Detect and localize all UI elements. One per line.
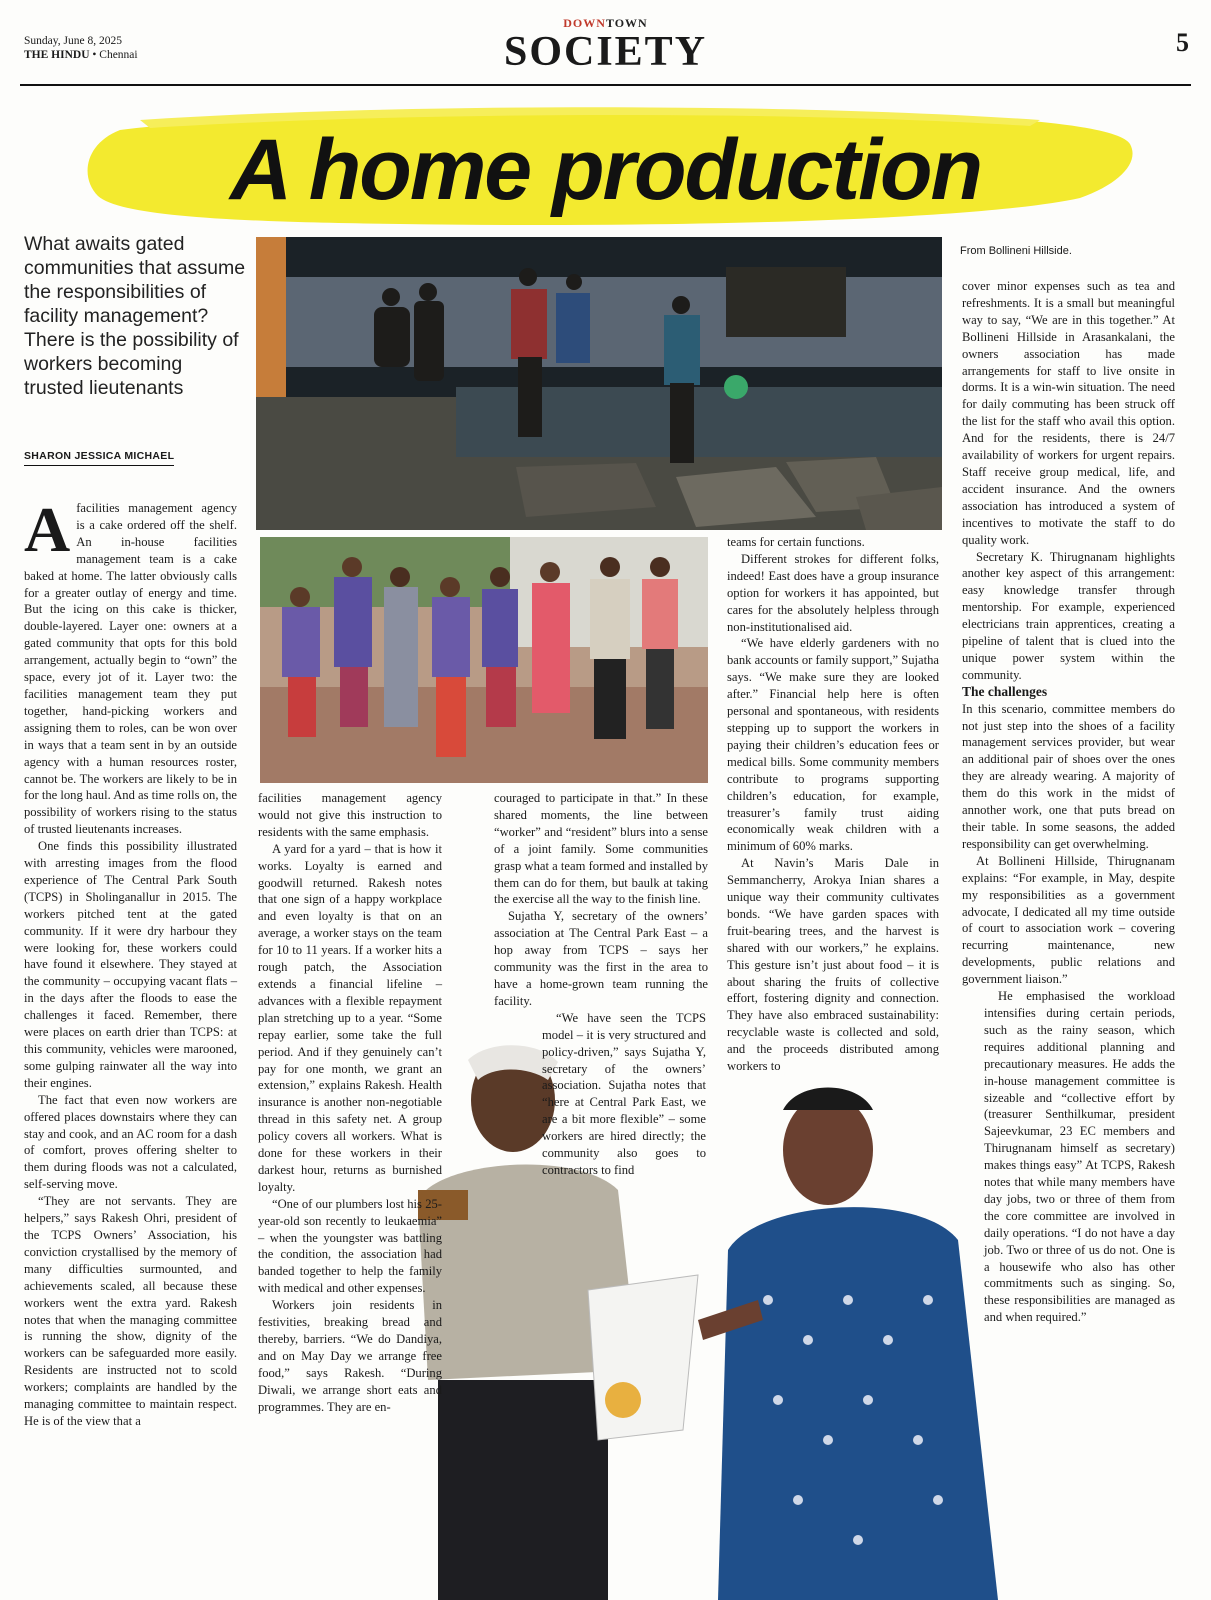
article-paragraph: The fact that even now workers are offered places downstairs where they can stay and cook, and an AC room for a dash of comfort, proves offering shelter to them during floods was not a calculated, self-serving move. [24, 1092, 237, 1192]
city-name: Chennai [99, 49, 138, 61]
edition-date: Sunday, June 8, 2025 [24, 35, 122, 47]
photo-pillar-left [256, 237, 286, 407]
deck: What awaits gated communities that assume the responsibilities of facility management? There is the possibility of workers becoming trusted lieutenants [24, 233, 246, 399]
article-column-3 [494, 790, 708, 1179]
article-column-5 [962, 278, 1175, 1326]
section-name: SOCIETY [503, 29, 708, 75]
article-paragraph: “We have elderly gardeners with no bank accounts or family support,” Sujatha says. “We make sure they are looked after.” Financial help here is often personal and spontaneous, with residents stepping up to support the workers in paying their children’s education fees or medical bills. Some community members contribute to programs supporting children’s education, for example, treasurer’s family trust aiding economically weak children with a minimum of 60% marks. [727, 636, 939, 854]
kicker-town: TOWN [605, 16, 648, 30]
drop-cap: A [24, 494, 71, 565]
article-paragraph: At Navin’s Maris Dale in Semmancherry, Arokya Inian shares a unique way their community cultivates bonds. “We have garden spaces with fruit-bearing trees, and the harvest is shared with our workers,” he explains. This gesture isn’t just about food – it is about sharing the fruits of collective effort, fostering dignity and connection. They have also embraced sustainability: recyclable waste is collected and sold, and the proceeds distributed among workers to [727, 856, 939, 1074]
article-paragraph: teams for certain functions. [727, 535, 865, 549]
article-paragraph: He emphasised the workload intensifies during certain periods, such as the rainy season, which requires additional planning and precautionary measures. He adds the in-house management committee is sizeable and “collective effort by (treasurer Senthilkumar, president Sajeevkumar, 23 EC members and Thirugnanam himself as secretary) makes things easy” At TCPS, Rakesh notes that while many members have day jobs, two or three of them from the core committee are involved in daily operations. “I do not have a day job. Two or three of us do not. One is a housewife who also has other commitments such as singing. So, these responsibilities are managed as and when required.” [984, 989, 1175, 1325]
article-paragraph: Sujatha Y, secretary of the owners’ association at The Central Park East – a hop away from TCPS – says her community was the first in the area to have a home-grown team running the facility. [494, 909, 708, 1008]
subhead: The challenges [962, 683, 1048, 699]
article-paragraph: Workers join residents in festivities, breaking bread and thereby, barriers. “We do Dandiya, and on May Day we arrange free food,” says Rakesh. “During Diwali, we arrange short eats and programmes. They are en- [258, 1298, 442, 1414]
page-number: 5 [1176, 28, 1189, 57]
article-paragraph: One finds this possibility illustrated with arresting images from the flood experience of The Central Park South (TCPS) in Sholinganallur in 2015. The workers pitched tent at the gated community. If it were dry harbour they were looking for, these workers could have found it elsewhere. They stayed at the community – occupying vacant flats – in the days after the floods to ease the challenges it faced. Remember, there were places on earth drier than TCPS: at this community, vehicles were marooned, some gulping rainwater all the way into their engines. [24, 839, 237, 1090]
article-paragraph: In this scenario, committee members do not just step into the shoes of a facility management services provider, but wear an additional pair of shoes over the ones they are already wearing. A majority of them do this work in the midst of annother work, one that puts bread on their table. In some seasons, the added responsibility can get overwhelming. [962, 701, 1175, 851]
article-column-4 [727, 534, 939, 1075]
photo-caption: From Bollineni Hillside. [960, 245, 1072, 257]
article-paragraph: At Bollineni Hillside, Thirugnanam explains: “For example, in May, despite my responsibilities as a government advocate, I dedicated all my time outside of court to association work – covering recurring maintenance, new developments, public relations and government liaison.” [962, 853, 1175, 987]
article-paragraph: “We have seen the TCPS model – it is very structured and policy-driven,” says Sujatha Y, secretary of the owners’ association. Sujatha notes that “here at Central Park East, we are a bit more flexible” – some workers are hired directly; the community also goes to contractors to find [542, 1010, 706, 1177]
article-paragraph: A yard for a yard – that is how it works. Loyalty is earned and goodwill returned. Rakesh notes that one sign of a happy workplace and even loyalty is that on an average, a worker stays on the team for 10 to 11 years. If a worker hits a rough patch, the Association extends a financial lifeline – advances with a flexible repayment plan stretching up to a year. “Some repay earlier, some take the full period. And if they genuinely can’t pay for one month, we grant an extension,” explains Rakesh. Health insurance is another non-negotiable thread in this safety net. A group policy covers all workers. What is done for these workers in their darkest hour, returns as burnished loyalty. [258, 841, 442, 1194]
byline: SHARON JESSICA MICHAEL [24, 450, 174, 466]
paper-name: THE HINDU [24, 49, 90, 61]
section-header [0, 16, 1211, 73]
kicker-down: DOWN [563, 16, 606, 30]
article-paragraph: cover minor expenses such as tea and refreshments. It is a small but meaningful way to say, “We are in this together.” At Bollineni Hillside in Arasankalani, the owners association has made arrangements for staff to live onsite in dorms. It is a win-win situation. The need for daily commuting has been struck off the list for the staff who avail this option. And for the residents, there is 24/7 availability of workers for urgent repairs. Staff receive group medical, life, and accident insurance. And the owners association has introduced a system of incentives to motivate the staff to do quality work. [962, 279, 1175, 547]
article-paragraph [24, 494, 238, 838]
handover-photo [398, 1040, 1018, 1600]
article-column-1 [24, 494, 238, 1430]
article-paragraph: “One of our plumbers lost his 25-year-old son recently to leukaemia” – when the youngster was battling the condition, the association had banded together to help the family with medical and other expenses. [258, 1196, 442, 1296]
article-paragraph: “They are not servants. They are helpers,” says Rakesh Ohri, president of the TCPS Owners’ Association, his conviction crystallised by the memory of many difficulties surmounted, and achievements scaled, all because these workers went the extra yard. Rakesh notes that when the managing committee is running the show, dignity of the workers can be safeguarded more easily. Residents are instructed not to scold workers; complaints are handled by the managing committee to maintain respect. He is of the view that a [24, 1194, 237, 1428]
photo-floor [260, 687, 708, 783]
article-paragraph: Secretary K. Thirugnanam highlights another key aspect of this arrangement: easy knowledge transfer through mentorship. For example, experienced electricians train apprentices, creating a pipeline of talent that is clued into the unique power system within the community. [962, 549, 1175, 682]
flood-photo [256, 237, 942, 530]
photo-bucket [724, 375, 748, 399]
article-paragraph: Different strokes for different folks, indeed! East does have a group insurance option for workers it has appointed, but cares for the absolutely helpless through non-institutionalised aid. [727, 551, 939, 634]
headline: A home production [229, 122, 982, 218]
photo-gate [726, 267, 846, 337]
photo-woman [698, 1088, 998, 1600]
article-paragraph: couraged to participate in that.” In these shared moments, the line between “worker” and “resident” blurs into a sense of a joint family. Some communities grasp what a team formed and installed by them can do for them, but baulk at taking the exercise all the way to the finish line. [494, 791, 708, 907]
workers-group-photo [260, 537, 708, 783]
edition-paper-city: THE HINDU • Chennai [24, 49, 138, 61]
article-column-2 [258, 790, 442, 1416]
paragraph-text: facilities management agency is a cake ordered off the shelf. An in-house facilities management team is a cake baked at home. The latter obviously calls for a greater outlay of energy and time. But the icing on this cake is thicker, double-layered. Layer one: owners at a gated community that opts for this bold arrangement, actually begin to “own” the space, every jot of it. Layer two: the facilities management team they put together, hand-picking workers and assigning them to roles, can be won over in ways that a team sent in by an outside agency with a human resources roster, cannot be. The workers are likely to be in for the long haul. And as time rolls on, the possibility of workers rising to the status of trusted lieutenants increases. [24, 501, 238, 837]
article-paragraph: facilities management agency would not give this instruction to residents with the same emphasis. [258, 791, 442, 839]
header-rule [20, 84, 1191, 86]
photo-bag [588, 1275, 698, 1440]
